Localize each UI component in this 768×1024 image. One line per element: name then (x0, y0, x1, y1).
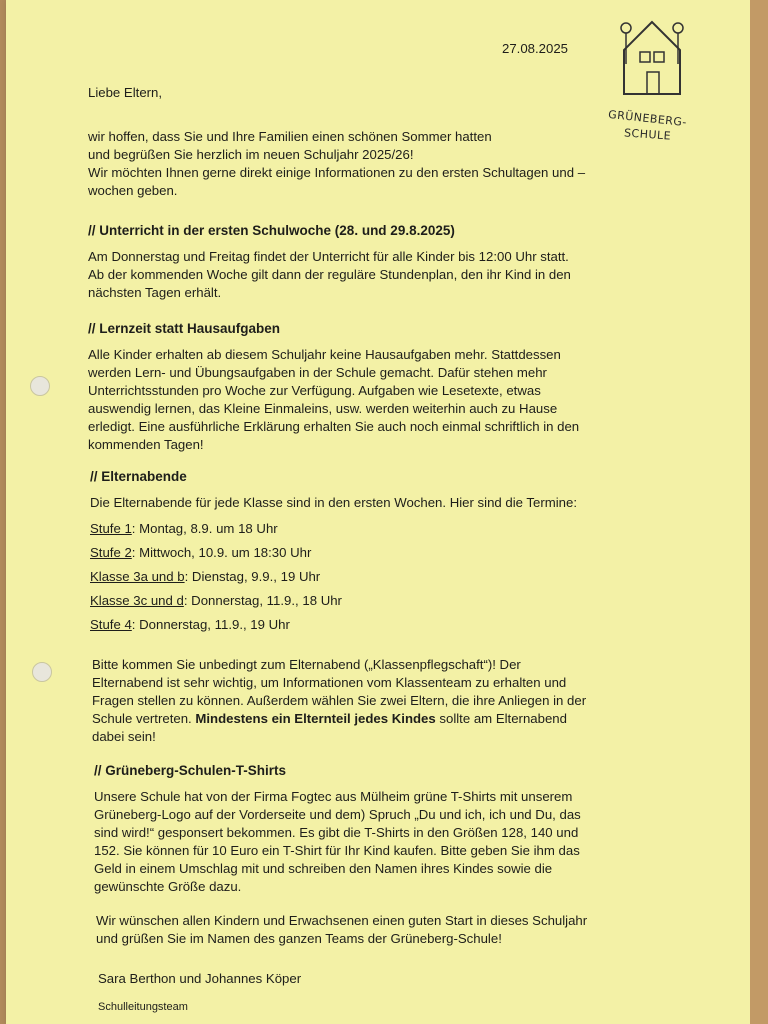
section-heading-lernzeit: // Lernzeit statt Hausaufgaben (88, 321, 281, 336)
letter-page (6, 0, 750, 1024)
punch-hole (32, 662, 52, 682)
section-heading-elternabende: // Elternabende (90, 469, 187, 484)
intro-line: und begrüßen Sie herzlich im neuen Schuljahr 2025/26! (88, 147, 414, 162)
signature-role: Schulleitungsteam (98, 1001, 188, 1013)
termin-label: Klasse 3c und d (90, 593, 184, 608)
paragraph-line: sind wird!“ gesponsert bekommen. Es gibt die T-Shirts in den Größen 128, 140 und (94, 825, 579, 840)
logo-text-2: SCHULE (623, 126, 672, 143)
section-heading-unterricht: // Unterricht in der ersten Schulwoche (28. und 29.8.2025) (88, 223, 455, 238)
termin-row (90, 520, 278, 538)
termin-row (90, 568, 320, 586)
paragraph-line: 152. Sie können für 10 Euro ein T-Shirt für Ihr Kind kaufen. Bitte geben Sie ihm das (94, 843, 580, 858)
closing-line: Wir wünschen allen Kindern und Erwachsenen einen guten Start in dieses Schuljahr (96, 913, 588, 928)
intro-line: wir hoffen, dass Sie und Ihre Familien einen schönen Sommer hatten (88, 129, 492, 144)
termin-text: : Mittwoch, 10.9. um 18:30 Uhr (131, 545, 312, 560)
intro-line: Wir möchten Ihnen gerne direkt einige Informationen zu den ersten Schultagen und – (88, 165, 586, 180)
termin-text: : Donnerstag, 11.9., 18 Uhr (183, 593, 342, 608)
signature: Sara Berthon und Johannes Köper (98, 971, 302, 986)
intro-line: wochen geben. (88, 183, 178, 198)
termin-row (90, 616, 290, 634)
closing-line: und grüßen Sie im Namen des ganzen Teams der Grüneberg-Schule! (96, 931, 502, 946)
paragraph-line: Am Donnerstag und Freitag findet der Unterricht für alle Kinder bis 12:00 Uhr statt. (88, 249, 569, 264)
paragraph-line: Grüneberg-Logo auf der Vorderseite und dem) Spruch „Du und ich, ich und Du, das (94, 807, 581, 822)
paragraph-line: Die Elternabende für jede Klasse sind in den ersten Wochen. Hier sind die Termine: (90, 495, 577, 510)
text-segment: sollte am Elternabend (435, 711, 567, 726)
termin-row (90, 592, 342, 610)
punch-hole (30, 376, 50, 396)
paragraph-line: nächsten Tagen erhält. (88, 285, 222, 300)
paragraph-line: Ab der kommenden Woche gilt dann der reguläre Stundenplan, den ihr Kind in den (88, 267, 571, 282)
paragraph-line: Unsere Schule hat von der Firma Fogtec aus Mülheim grüne T-Shirts mit unserem (94, 789, 573, 804)
termin-row (90, 544, 311, 562)
paragraph-line: Bitte kommen Sie unbedingt zum Elternabend („Klassenpflegschaft“)! Der (92, 657, 521, 672)
bold-text: Mindestens ein Elternteil jedes Kindes (195, 711, 436, 726)
termin-text: : Dienstag, 9.9., 19 Uhr (184, 569, 321, 584)
termin-text: : Montag, 8.9. um 18 Uhr (131, 521, 278, 536)
paragraph-line: Elternabend ist sehr wichtig, um Informationen vom Klassenteam zu erhalten und (92, 675, 567, 690)
paragraph-line: gewünschte Größe dazu. (94, 879, 242, 894)
paragraph-line: Geld in einem Umschlag mit und schreiben den Namen ihres Kindes sowie die (94, 861, 553, 876)
text-segment: Schule vertreten. (92, 711, 196, 726)
paragraph-line: Unterrichtsstunden pro Woche zur Verfügung. Aufgaben wie Lesetexte, etwas (88, 383, 541, 398)
paragraph-line: dabei sein! (92, 729, 156, 744)
termin-text: : Donnerstag, 11.9., 19 Uhr (131, 617, 290, 632)
house-icon (602, 14, 702, 104)
letter-date: 27.08.2025 (502, 41, 569, 56)
paragraph-line: kommenden Tagen! (88, 437, 204, 452)
termin-label: Stufe 4 (90, 617, 132, 632)
termin-label: Stufe 1 (90, 521, 132, 536)
paragraph-line (92, 710, 567, 728)
school-logo (602, 14, 702, 144)
termin-label: Klasse 3a und b (90, 569, 185, 584)
greeting: Liebe Eltern, (88, 85, 163, 100)
termin-label: Stufe 2 (90, 545, 132, 560)
paragraph-line: Alle Kinder erhalten ab diesem Schuljahr keine Hausaufgaben mehr. Stattdessen (88, 347, 561, 362)
paragraph-line: Fragen stellen zu können. Außerdem wählen Sie zwei Eltern, die ihre Anliegen in der (92, 693, 587, 708)
logo-text-1: GRÜNEBERG- (607, 107, 688, 130)
desk-edge (750, 0, 768, 1024)
paragraph-line: erledigt. Eine ausführliche Erklärung erhalten Sie auch noch einmal schriftlich in den (88, 419, 580, 434)
paragraph-line: auswendig lernen, das Kleine Einmaleins, usw. werden weiterhin auch zu Hause (88, 401, 558, 416)
paragraph-line: werden Lern- und Übungsaufgaben in der Schule gemacht. Dafür stehen mehr (88, 365, 547, 380)
section-heading-tshirts: // Grüneberg-Schulen-T-Shirts (94, 763, 287, 778)
